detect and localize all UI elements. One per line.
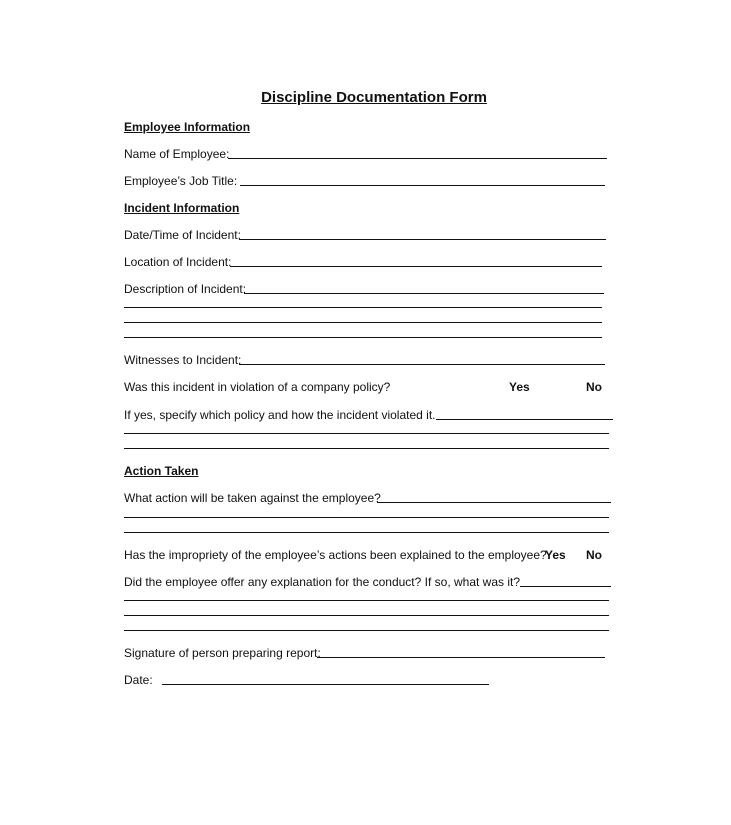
employee-information-heading: Employee Information xyxy=(124,120,251,134)
impropriety-explained-yes-option[interactable]: Yes xyxy=(545,548,566,562)
signature-label: Signature of person preparing report: xyxy=(124,646,321,660)
signature-field[interactable] xyxy=(317,657,605,658)
incident-description-label: Description of Incident: xyxy=(124,282,247,296)
employee-explanation-field[interactable] xyxy=(520,586,611,587)
employee-job-title-field[interactable] xyxy=(240,185,605,186)
policy-violation-yes-option[interactable]: Yes xyxy=(509,380,530,394)
impropriety-explained-question: Has the impropriety of the employee’s actions been explained to the employee? xyxy=(124,548,547,562)
witnesses-label: Witnesses to Incident: xyxy=(124,353,242,367)
action-field[interactable] xyxy=(377,502,611,503)
employee-explanation-line[interactable] xyxy=(124,615,609,616)
incident-description-line[interactable] xyxy=(124,322,602,323)
incident-location-label: Location of Incident: xyxy=(124,255,232,269)
employee-explanation-line[interactable] xyxy=(124,600,609,601)
employee-name-field[interactable] xyxy=(228,158,607,159)
policy-specify-label: If yes, specify which policy and how the incident violated it. xyxy=(124,408,436,422)
witnesses-field[interactable] xyxy=(239,364,605,365)
action-line[interactable] xyxy=(124,517,609,518)
policy-violation-no-option[interactable]: No xyxy=(586,380,602,394)
incident-location-field[interactable] xyxy=(230,266,602,267)
employee-explanation-label: Did the employee offer any explanation for the conduct? If so, what was it? xyxy=(124,575,521,589)
incident-datetime-field[interactable] xyxy=(239,239,606,240)
incident-information-heading: Incident Information xyxy=(124,201,240,215)
incident-description-line[interactable] xyxy=(124,307,602,308)
date-field[interactable] xyxy=(162,684,489,685)
action-line[interactable] xyxy=(124,532,609,533)
employee-explanation-line[interactable] xyxy=(124,630,609,631)
policy-specify-line[interactable] xyxy=(124,433,609,434)
action-question-label: What action will be taken against the employee? xyxy=(124,491,381,505)
employee-job-title-label: Employee’s Job Title: xyxy=(124,174,238,188)
incident-datetime-label: Date/Time of Incident: xyxy=(124,228,241,242)
policy-violation-question: Was this incident in violation of a company policy? xyxy=(124,380,391,394)
employee-name-label: Name of Employee: xyxy=(124,147,230,161)
impropriety-explained-no-option[interactable]: No xyxy=(586,548,602,562)
policy-specify-field[interactable] xyxy=(436,419,613,420)
incident-description-field[interactable] xyxy=(244,293,604,294)
action-taken-heading: Action Taken xyxy=(124,464,199,478)
date-label: Date: xyxy=(124,673,153,687)
incident-description-line[interactable] xyxy=(124,337,602,338)
form-title: Discipline Documentation Form xyxy=(261,89,487,106)
policy-specify-line[interactable] xyxy=(124,448,609,449)
